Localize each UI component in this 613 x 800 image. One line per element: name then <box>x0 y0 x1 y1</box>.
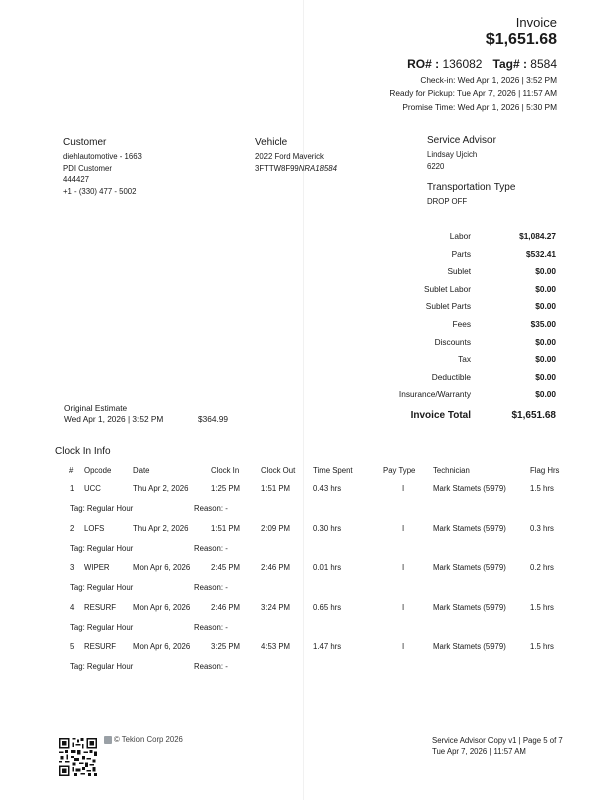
vin-prefix: 3FTTW8F99 <box>255 163 299 173</box>
row-opcode: UCC <box>84 484 101 493</box>
totals-label: Tax <box>458 354 471 365</box>
row-reason: Reason: - <box>194 622 228 632</box>
row-date: Thu Apr 2, 2026 <box>133 523 189 533</box>
table-row <box>0 642 613 680</box>
transport-value: DROP OFF <box>427 197 468 206</box>
checkin-time: Check-in: Wed Apr 1, 2026 | 3:52 PM <box>420 75 557 85</box>
promise-time: Promise Time: Wed Apr 1, 2026 | 5:30 PM <box>402 101 557 112</box>
estimate-date: Wed Apr 1, 2026 | 3:52 PM <box>64 414 164 424</box>
totals-value: $35.00 <box>530 318 556 329</box>
col-header-date: Date <box>133 466 150 475</box>
row-pay-type: I <box>402 484 405 493</box>
row-time-spent: 0.65 hrs <box>313 602 342 612</box>
row-tag: Tag: Regular Hour <box>70 583 134 592</box>
row-clock-out: 1:51 PM <box>261 484 291 493</box>
totals-row <box>380 231 558 249</box>
row-clock-in: 1:25 PM <box>211 484 241 493</box>
row-technician: Mark Stamets (5979) <box>433 642 506 651</box>
totals-value: $0.00 <box>535 371 556 382</box>
row-pay-type: I <box>402 523 405 533</box>
estimate-heading: Original Estimate <box>64 403 128 413</box>
invoice-title: Invoice <box>515 15 557 30</box>
customer-name: diehlautomotive - 1663 <box>63 152 142 161</box>
advisor-name: Lindsay Ujcich <box>427 150 478 159</box>
col-header-clock-in: Clock In <box>211 466 240 475</box>
totals-value: $0.00 <box>535 336 556 347</box>
row-clock-out: 2:09 PM <box>261 523 291 533</box>
row-technician: Mark Stamets (5979) <box>433 563 506 572</box>
row-flag-hrs: 0.3 hrs <box>530 523 554 533</box>
table-row <box>0 563 613 601</box>
row-pay-type: I <box>402 642 405 651</box>
row-pay-type: I <box>402 602 405 612</box>
row-tag: Tag: Regular Hour <box>70 622 134 632</box>
vehicle-vin <box>255 163 337 175</box>
footer-copy-info: Service Advisor Copy v1 | Page 5 of 7 <box>432 736 563 745</box>
vehicle-heading: Vehicle <box>255 137 288 148</box>
ro-tag-line <box>407 57 557 71</box>
row-num: 5 <box>70 642 75 651</box>
row-time-spent: 0.01 hrs <box>313 563 342 572</box>
row-opcode: LOFS <box>84 523 105 533</box>
row-date: Thu Apr 2, 2026 <box>133 484 189 493</box>
row-flag-hrs: 1.5 hrs <box>530 642 554 651</box>
totals-row <box>380 372 558 390</box>
invoice-total-amount: $1,651.68 <box>485 31 557 48</box>
row-date: Mon Apr 6, 2026 <box>133 642 191 651</box>
col-header-technician: Technician <box>433 466 470 475</box>
row-tag: Tag: Regular Hour <box>70 504 134 513</box>
totals-row <box>380 319 558 337</box>
estimate-section <box>64 403 234 424</box>
tekion-logo-icon <box>104 736 112 744</box>
clock-table-header <box>0 466 613 480</box>
totals-label: Sublet Parts <box>425 301 471 312</box>
table-row <box>0 603 613 641</box>
vehicle-model: 2022 Ford Maverick <box>255 152 324 161</box>
invoice-total-row <box>380 410 558 430</box>
tag-label: Tag# : <box>492 57 527 71</box>
qr-code-icon <box>59 738 97 776</box>
invoice-total-value: $1,651.68 <box>511 409 556 421</box>
customer-phone: +1 - (330) 477 - 5002 <box>63 186 137 196</box>
transport-heading: Transportation Type <box>427 182 516 193</box>
customer-heading: Customer <box>63 137 107 148</box>
row-technician: Mark Stamets (5979) <box>433 484 506 493</box>
vehicle-section <box>255 137 337 174</box>
col-header-num: # <box>69 466 74 475</box>
col-header-clock-out: Clock Out <box>261 466 296 475</box>
row-technician: Mark Stamets (5979) <box>433 602 506 612</box>
footer-printed: Tue Apr 7, 2026 | 11:57 AM <box>432 747 526 756</box>
totals-label: Insurance/Warranty <box>398 389 471 400</box>
totals-value: $0.00 <box>535 301 556 312</box>
totals-value: $0.00 <box>535 389 556 400</box>
totals-value: $1,084.27 <box>519 231 556 241</box>
totals-label: Labor <box>449 231 471 241</box>
row-opcode: WIPER <box>84 563 110 572</box>
row-clock-in: 2:46 PM <box>211 602 241 612</box>
transport-section <box>427 182 515 208</box>
row-time-spent: 0.43 hrs <box>313 484 342 493</box>
row-tag: Tag: Regular Hour <box>70 543 134 553</box>
totals-row <box>380 266 558 284</box>
row-opcode: RESURF <box>84 602 117 612</box>
col-header-flag-hrs: Flag Hrs <box>530 466 560 475</box>
totals-row <box>380 284 558 302</box>
vin-suffix: NRA18584 <box>298 163 337 173</box>
ready-time: Ready for Pickup: Tue Apr 7, 2026 | 11:57 AM <box>389 88 557 99</box>
advisor-id: 6220 <box>427 161 445 171</box>
totals-label: Discounts <box>434 336 471 347</box>
col-header-pay-type: Pay Type <box>383 466 416 475</box>
totals-row <box>380 249 558 267</box>
row-date: Mon Apr 6, 2026 <box>133 602 191 612</box>
tag-number: 8584 <box>530 57 557 71</box>
table-row <box>0 524 613 562</box>
totals-label: Sublet Labor <box>423 283 471 294</box>
row-time-spent: 0.30 hrs <box>313 523 342 533</box>
totals-table <box>380 231 558 430</box>
clock-in-title: Clock In Info <box>55 446 111 457</box>
row-clock-in: 1:51 PM <box>211 523 241 533</box>
table-row <box>0 484 613 522</box>
col-header-opcode: Opcode <box>84 466 112 475</box>
row-flag-hrs: 1.5 hrs <box>530 602 554 612</box>
row-date: Mon Apr 6, 2026 <box>133 563 191 572</box>
customer-section <box>63 137 142 197</box>
row-flag-hrs: 1.5 hrs <box>530 484 554 493</box>
row-clock-in: 2:45 PM <box>211 563 241 572</box>
totals-value: $0.00 <box>535 266 556 277</box>
row-technician: Mark Stamets (5979) <box>433 523 506 533</box>
row-opcode: RESURF <box>84 642 117 651</box>
totals-row <box>380 337 558 355</box>
totals-row <box>380 301 558 319</box>
footer-copyright: © Tekion Corp 2026 <box>114 735 183 744</box>
customer-type: PDI Customer <box>63 163 112 173</box>
row-num: 4 <box>70 602 75 612</box>
row-num: 3 <box>70 563 75 572</box>
row-num: 2 <box>70 523 75 533</box>
totals-label: Deductible <box>431 371 471 382</box>
advisor-heading: Service Advisor <box>427 135 496 146</box>
col-header-time-spent: Time Spent <box>313 466 353 475</box>
invoice-total-label: Invoice Total <box>410 409 471 421</box>
totals-value: $0.00 <box>535 283 556 294</box>
row-time-spent: 1.47 hrs <box>313 642 342 651</box>
totals-label: Parts <box>451 248 471 259</box>
row-flag-hrs: 0.2 hrs <box>530 563 554 572</box>
row-reason: Reason: - <box>194 662 228 671</box>
totals-value: $0.00 <box>535 354 556 365</box>
footer-page-info <box>432 735 563 757</box>
totals-value: $532.41 <box>526 248 556 259</box>
estimate-amount: $364.99 <box>198 414 228 424</box>
advisor-section <box>427 135 496 172</box>
row-reason: Reason: - <box>194 583 228 592</box>
totals-row <box>380 354 558 372</box>
totals-row <box>380 389 558 407</box>
header-dates <box>389 74 557 114</box>
row-reason: Reason: - <box>194 504 228 513</box>
row-clock-out: 2:46 PM <box>261 563 291 572</box>
row-num: 1 <box>70 484 75 493</box>
row-pay-type: I <box>402 563 405 572</box>
ro-number: 136082 <box>442 57 483 71</box>
row-clock-out: 4:53 PM <box>261 642 291 651</box>
ro-label: RO# : <box>407 57 440 71</box>
row-clock-out: 3:24 PM <box>261 602 291 612</box>
row-tag: Tag: Regular Hour <box>70 662 134 671</box>
totals-label: Sublet <box>447 266 471 277</box>
customer-id: 444427 <box>63 175 90 184</box>
row-clock-in: 3:25 PM <box>211 642 241 651</box>
row-reason: Reason: - <box>194 543 228 553</box>
totals-label: Fees <box>452 318 471 329</box>
clock-rows <box>0 484 613 684</box>
